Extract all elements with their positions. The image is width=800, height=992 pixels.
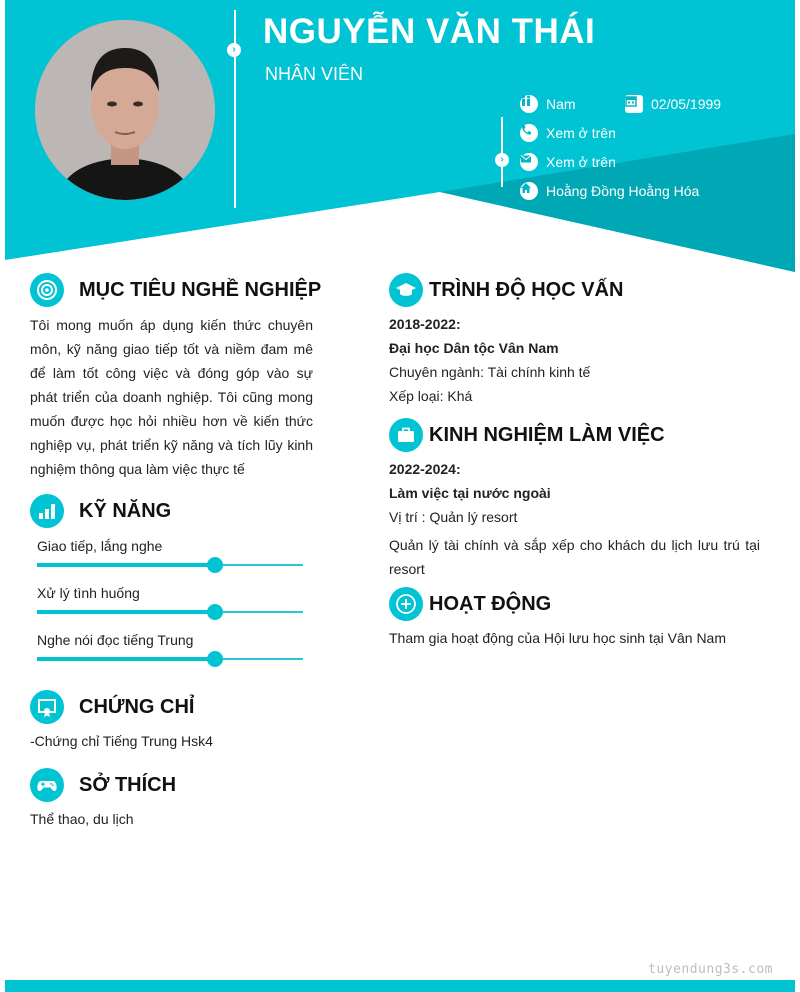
divider-line bbox=[234, 10, 236, 208]
experience-company: Làm việc tại nước ngoài bbox=[389, 485, 551, 501]
target-icon bbox=[30, 273, 64, 307]
contact-address bbox=[520, 182, 699, 200]
section-activities-header bbox=[389, 587, 551, 621]
objective-text: Tôi mong muốn áp dụng kiến thức chuyên môn, kỹ năng giao tiếp tốt và niềm đam mê để làm tốt công việc và đóng góp vào sự phát triển của doanh nghiệp. Tôi cũng mong muốn được học hỏi nhiều hơn về kiến thức nghiệp vụ, phát triển kỹ năng và tích lũy kinh nghiệm thông qua làm việc thực tế bbox=[30, 317, 313, 477]
hobbies-text: Thể thao, du lịch bbox=[30, 811, 134, 827]
chevron-right-icon: › bbox=[227, 43, 241, 57]
calendar-icon bbox=[625, 95, 643, 113]
section-title: HOẠT ĐỘNG bbox=[429, 592, 552, 615]
full-name: NGUYỄN VĂN THÁI bbox=[263, 12, 596, 51]
section-certificates-header bbox=[30, 690, 194, 724]
experience-description: Quản lý tài chính và sắp xếp cho khách du lịch lưu trú tại resort bbox=[389, 537, 760, 577]
section-title: MỤC TIÊU NGHỀ NGHIỆP bbox=[79, 278, 322, 301]
gender-value: Nam bbox=[546, 96, 576, 112]
phone-value: Xem ở trên bbox=[546, 125, 616, 141]
section-title: TRÌNH ĐỘ HỌC VẤN bbox=[429, 278, 624, 301]
bar-chart-icon bbox=[30, 494, 64, 528]
skill-label: Nghe nói đọc tiếng Trung bbox=[37, 632, 194, 648]
graduation-cap-icon bbox=[389, 273, 423, 307]
education-school: Đại học Dân tộc Vân Nam bbox=[389, 340, 559, 356]
email-icon bbox=[520, 153, 538, 171]
plus-circle-icon bbox=[389, 587, 423, 621]
contact-email bbox=[520, 153, 616, 171]
watermark: tuyendung3s.com bbox=[648, 962, 773, 977]
education-grade: Xếp loại: Khá bbox=[389, 388, 473, 404]
skill-label: Giao tiếp, lắng nghe bbox=[37, 538, 163, 554]
skill-bar bbox=[37, 564, 303, 566]
job-title: NHÂN VIÊN bbox=[265, 64, 364, 84]
email-value: Xem ở trên bbox=[546, 154, 616, 170]
skill-label: Xử lý tình huống bbox=[37, 585, 140, 601]
phone-icon bbox=[520, 124, 538, 142]
contact-gender bbox=[520, 95, 576, 113]
section-title: CHỨNG CHỈ bbox=[79, 695, 195, 718]
contact-birthdate bbox=[625, 95, 721, 113]
skill-bar bbox=[37, 611, 303, 613]
gamepad-icon bbox=[30, 768, 64, 802]
section-hobbies-header bbox=[30, 768, 176, 802]
education-period: 2018-2022: bbox=[389, 316, 461, 332]
chevron-right-icon: › bbox=[495, 153, 509, 167]
section-title: KINH NGHIỆM LÀM VIỆC bbox=[429, 423, 665, 446]
contact-divider-line bbox=[501, 117, 503, 187]
avatar bbox=[35, 20, 215, 200]
home-icon bbox=[520, 182, 538, 200]
skill-knob bbox=[207, 557, 223, 573]
skill-fill bbox=[37, 563, 215, 567]
experience-period: 2022-2024: bbox=[389, 461, 461, 477]
briefcase-icon bbox=[389, 418, 423, 452]
address-value: Hoằng Đồng Hoằng Hóa bbox=[546, 183, 700, 199]
skill-fill bbox=[37, 657, 215, 661]
birthdate-value: 02/05/1999 bbox=[651, 96, 722, 112]
header bbox=[0, 0, 800, 280]
contact-phone bbox=[520, 124, 616, 142]
section-title: KỸ NĂNG bbox=[79, 499, 172, 522]
education-major: Chuyên ngành: Tài chính kinh tế bbox=[389, 364, 591, 380]
skill-knob bbox=[207, 604, 223, 620]
certificates-text: -Chứng chỉ Tiếng Trung Hsk4 bbox=[30, 733, 213, 749]
skill-knob bbox=[207, 651, 223, 667]
section-skills-header bbox=[30, 494, 171, 528]
footer-bar bbox=[5, 980, 795, 992]
section-experience-header bbox=[389, 418, 665, 452]
skill-fill bbox=[37, 610, 215, 614]
activities-text: Tham gia hoạt động của Hội lưu học sinh tại Vân Nam bbox=[389, 630, 727, 646]
experience-role: Vị trí : Quản lý resort bbox=[389, 509, 518, 525]
section-title: SỞ THÍCH bbox=[79, 773, 177, 796]
skill-bar bbox=[37, 658, 303, 660]
section-objective-header bbox=[30, 273, 321, 307]
gender-icon bbox=[520, 95, 538, 113]
avatar-photo bbox=[35, 20, 215, 200]
certificate-icon bbox=[30, 690, 64, 724]
section-education-header bbox=[389, 273, 623, 307]
